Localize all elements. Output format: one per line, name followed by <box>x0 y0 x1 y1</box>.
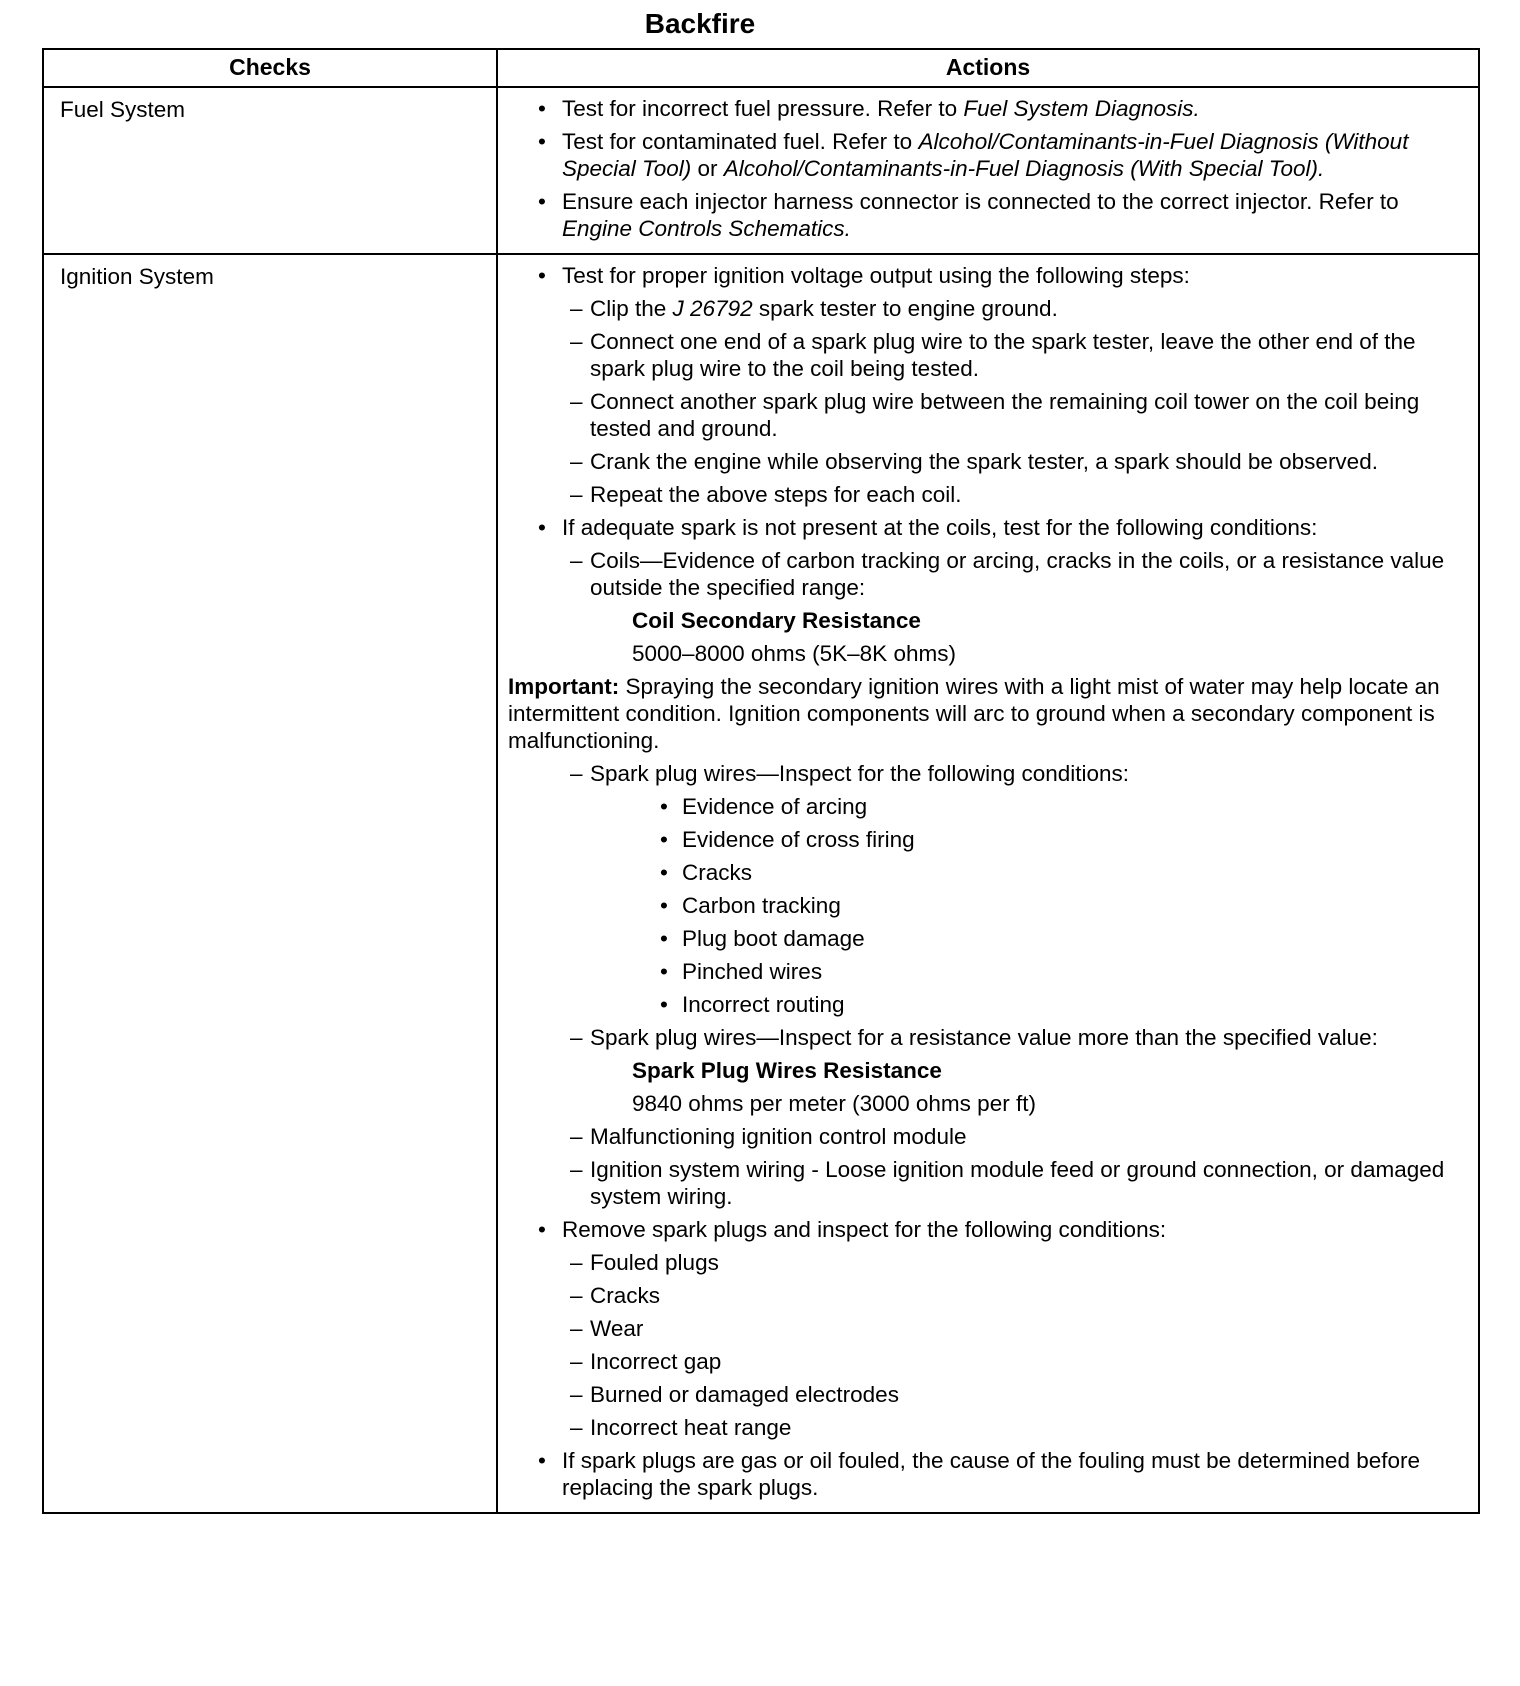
dash-marker: – <box>570 1415 583 1440</box>
sub-bullet-item <box>660 859 1466 886</box>
bullet-marker: • <box>538 189 546 214</box>
item-text: Malfunctioning ignition control module <box>590 1124 967 1149</box>
check-cell-ignition-system: Ignition System <box>43 254 497 1513</box>
bullet-marker: • <box>538 515 546 540</box>
item-text: Test for incorrect fuel pressure. Refer to <box>562 96 964 121</box>
bullet-marker: • <box>538 1448 546 1473</box>
check-cell-fuel-system: Fuel System <box>43 87 497 254</box>
item-text: Crank the engine while observing the spark tester, a spark should be observed. <box>590 449 1378 474</box>
bullet-marker: • <box>660 959 668 984</box>
bullet-marker: • <box>660 893 668 918</box>
important-text: Spraying the secondary ignition wires with a light mist of water may help locate an intermittent condition. Ignition components will arc to ground when a secondary component is malfunctioning. <box>508 674 1440 753</box>
bullet-item <box>538 188 1466 242</box>
bullet-marker: • <box>538 129 546 154</box>
item-text: Carbon tracking <box>682 893 841 918</box>
dash-item <box>570 328 1466 382</box>
actions-column-header: Actions <box>497 49 1479 87</box>
bullet-marker: • <box>660 992 668 1017</box>
table-header-row <box>43 49 1479 87</box>
dash-item <box>570 1348 1466 1375</box>
sub-bullet-item <box>660 991 1466 1018</box>
item-text: Test for proper ignition voltage output using the following steps: <box>562 263 1190 288</box>
bullet-marker: • <box>538 1217 546 1242</box>
bullet-marker: • <box>538 263 546 288</box>
dash-item <box>570 1282 1466 1309</box>
dash-item <box>570 760 1466 787</box>
bullet-item <box>538 128 1466 182</box>
dash-item <box>570 448 1466 475</box>
dash-item <box>570 1156 1466 1210</box>
item-text: Evidence of cross firing <box>682 827 915 852</box>
dash-item <box>570 295 1466 322</box>
dash-marker: – <box>570 1025 583 1050</box>
dash-marker: – <box>570 761 583 786</box>
bullet-marker: • <box>660 860 668 885</box>
bullet-marker: • <box>660 794 668 819</box>
dash-marker: – <box>570 1250 583 1275</box>
item-text: Ensure each injector harness connector is connected to the correct injector. Refer to <box>562 189 1399 214</box>
dash-marker: – <box>570 449 583 474</box>
item-text: Incorrect heat range <box>590 1415 792 1440</box>
dash-marker: – <box>570 1316 583 1341</box>
checks-column-header: Checks <box>43 49 497 87</box>
item-text: Incorrect gap <box>590 1349 722 1374</box>
item-text: or <box>691 156 724 181</box>
dash-item <box>570 1123 1466 1150</box>
reference-link: Engine Controls Schematics. <box>562 216 851 241</box>
sub-bullet-item <box>660 826 1466 853</box>
item-text: Plug boot damage <box>682 926 865 951</box>
sub-bullet-item <box>660 958 1466 985</box>
important-label: Important: <box>508 674 620 699</box>
bullet-item <box>538 1216 1466 1243</box>
item-text: Cracks <box>682 860 753 885</box>
reference-link: Fuel System Diagnosis. <box>963 96 1200 121</box>
item-text: Coils—Evidence of carbon tracking or arcing, cracks in the coils, or a resistance value outside the specified range: <box>590 548 1445 600</box>
bullet-item <box>538 95 1466 122</box>
coil-spec-title: Coil Secondary Resistance <box>632 608 921 633</box>
dash-marker: – <box>570 1157 583 1182</box>
table-row-fuel-system <box>43 87 1479 254</box>
item-text: Burned or damaged electrodes <box>590 1382 899 1407</box>
dash-item <box>570 388 1466 442</box>
item-text: Pinched wires <box>682 959 823 984</box>
item-text: Wear <box>590 1316 644 1341</box>
bullet-item <box>538 514 1466 541</box>
dash-item <box>570 481 1466 508</box>
dash-marker: – <box>570 1124 583 1149</box>
diagnosis-table <box>42 48 1480 1514</box>
coil-spec-value: 5000–8000 ohms (5K–8K ohms) <box>632 641 956 666</box>
item-text: Spark plug wires—Inspect for the following conditions: <box>590 761 1130 786</box>
item-text: Ignition system wiring - Loose ignition module feed or ground connection, or damaged system wiring. <box>590 1157 1445 1209</box>
dash-marker: – <box>570 329 583 354</box>
bullet-marker: • <box>538 96 546 121</box>
item-text: Evidence of arcing <box>682 794 868 819</box>
wire-spec-value: 9840 ohms per meter (3000 ohms per ft) <box>632 1091 1036 1116</box>
table-row-ignition-system <box>43 254 1479 1513</box>
item-text: Repeat the above steps for each coil. <box>590 482 962 507</box>
item-text: Clip the <box>590 296 673 321</box>
sub-bullet-item <box>660 892 1466 919</box>
bullet-item <box>538 262 1466 289</box>
dash-marker: – <box>570 1283 583 1308</box>
sub-bullet-item <box>660 925 1466 952</box>
dash-marker: – <box>570 1349 583 1374</box>
bullet-marker: • <box>660 926 668 951</box>
item-text: Cracks <box>590 1283 661 1308</box>
dash-marker: – <box>570 548 583 573</box>
item-text: Incorrect routing <box>682 992 845 1017</box>
page-title: Backfire <box>644 8 756 39</box>
tool-number: J 26792 <box>672 296 753 321</box>
item-text: Spark plug wires—Inspect for a resistance value more than the specified value: <box>590 1025 1378 1050</box>
item-text: If adequate spark is not present at the coils, test for the following conditions: <box>562 515 1318 540</box>
dash-item <box>570 1381 1466 1408</box>
bullet-item <box>538 1447 1466 1501</box>
dash-marker: – <box>570 389 583 414</box>
actions-cell-fuel-system <box>497 87 1479 254</box>
wire-spec-title: Spark Plug Wires Resistance <box>632 1058 942 1083</box>
item-text: Connect one end of a spark plug wire to the spark tester, leave the other end of the spark plug wire to the coil being tested. <box>590 329 1416 381</box>
item-text: spark tester to engine ground. <box>752 296 1058 321</box>
dash-item <box>570 1414 1466 1441</box>
reference-link: Alcohol/Contaminants-in-Fuel Diagnosis (Without Special Tool) <box>562 129 1409 181</box>
actions-cell-ignition-system <box>497 254 1479 1513</box>
dash-item <box>570 1024 1466 1051</box>
dash-marker: – <box>570 1382 583 1407</box>
sub-bullet-item <box>660 793 1466 820</box>
item-text: Connect another spark plug wire between the remaining coil tower on the coil being tested and ground. <box>590 389 1420 441</box>
dash-marker: – <box>570 296 583 321</box>
item-text: Remove spark plugs and inspect for the following conditions: <box>562 1217 1167 1242</box>
dash-item <box>570 1315 1466 1342</box>
dash-marker: – <box>570 482 583 507</box>
dash-item <box>570 547 1466 601</box>
reference-link: Alcohol/Contaminants-in-Fuel Diagnosis (With Special Tool). <box>723 156 1325 181</box>
item-text: Fouled plugs <box>590 1250 719 1275</box>
important-note <box>508 673 1466 754</box>
dash-item <box>570 1249 1466 1276</box>
item-text: Test for contaminated fuel. Refer to <box>562 129 919 154</box>
bullet-marker: • <box>660 827 668 852</box>
item-text: If spark plugs are gas or oil fouled, the cause of the fouling must be determined before replacing the spark plugs. <box>562 1448 1421 1500</box>
